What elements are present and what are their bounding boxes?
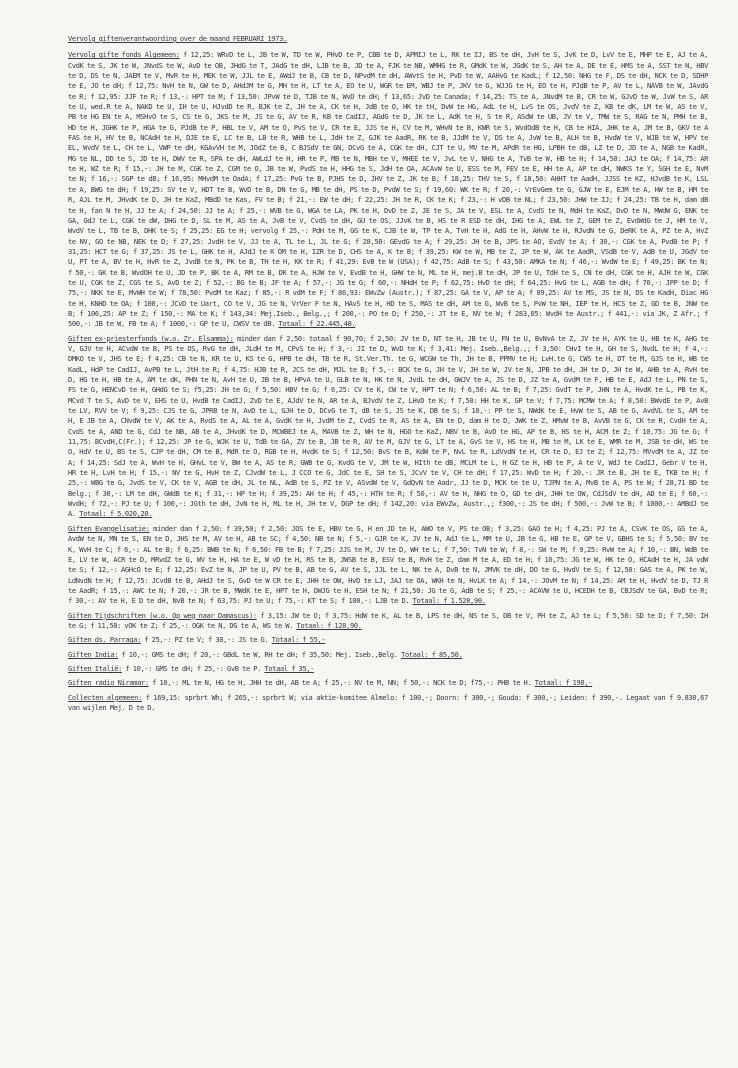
section-body: f 12,25: WRvD te L, JB te W, TD te W, PHvD te P, CBB te D, APMIJ te L, RK te IJ, BS te dH, JvH te S, JvK te D, LvV te E, MHP te E, AJ te A, CvdK te S, JK te W, JNvdS te W, AvD te OB, JHdG te T, JAdG te dH, LJB te B, JD te A, FJK te NB, WMHG te R, GMdK te W, JGdK te S, AH te A, DE te E, HMS te A, SST te N, HBV te D, DS te N, JAEM te V, MvR te H, MEK te W, JJL te E, AWdJ te B, CB te D, NPvdM te dH, AWvtS te H, PvD te W, AAHvG te KadL; f 12,50: NHG te F, DS te dH, NCK te D, SDHP te E, JO te dH; f 12,75: NvH te N, GW te D, AHdJM te G, MH te H, LT te A, EO te U, WGR te EM, WBJ te P, JKV te G, WJJG te H, EO te H, PJdB te P, AV te L, NAVB te W, JAvdG te R; f 12,95: JJF te R; f 13,-: HPT te M; f 13,50: JPvW te D, TJB te N, WvD te dH; f 13,65: JvD te Canada; f 14,25: TS te A, JNvdM te B, CR te W, GJvD te W, JvW te S, AR te U, wed.R te A, NAKD te U, IH te U, HJvdD te R, BJK te Z, JH te A, CK te H, JdB te O, HK te tH, DvW te HG, AdL te H, LvS te OS, JvdV te Z, KB te dK, LM te W, AS te V, PB te HG EN te A, MSHvO te S, CS te G, JKS te M, JS te G, AV te R, KB te CadIJ, AGdG te D, JK te L, AdK te H, S te R, ASdW te UB, JV te V, TMW te S, RAG te N, PMH te B, HD te H, JGHK te P, HGA te G, PJdB te P, HBL te V, AM te O, PvS te V, CR te E, JJS te H, CV te M, WHvN te B, KWR te S, WvdOdB te H, CB te HIA, JHK te A, JM te B, GKV te A FAS te H, HV te B, NCAdH te H, DJE te E, LC te B, LB te R, WHB te L, JdH te Z, GJK te AadR, RK te B, JJdM te V, DS te A, JvW te B, ALH te B, HvdW te V, WJB te W, HPV te EL, WvdV te L, CH te L, VWP te dH, KGAvVH te M, JOdZ te B, C BJSdV te GN, DCvG te A, CGK te dH, CJT te U, MV te M, APdR te HG, LPBH te dB, LZ te D, JD te A, NGB te KadR, MG te NL, DD te S, JD te H, DWV te R, SPA te dH, AWLdJ te H, HR te P, MB te N, MBH te V, MHEE te V, JvL te V, NHG te A, TvB te W, HB te H; f 14,50: JAJ te OA; f 14,75: AR te H, WZ te R; f 15,-: JH te M, CGK te Z, CGM te O, JB te W, PvdS te H, HHG te S, JdH te OA, ACAvW te U, ESS te M, FEV te E, HH te A, AP te dH, NWKS te Y, SGH te E, NvM te N; f 16,-: SGP te dB; f 16,95: MHvdM te OadA; f 17,25: PvG te B, PJHS te D, JHV te Z, JK te B; f 18,25: THV te S, f 18,50: AHHT te AadH, JJSS te KZ, HJvdB te K, LSL te A, BWG te dH; f 19,25: SV te V, HDT te B, WvD te B, DN te G, MB te dH, PS te D, PvdW te S; f 19,60: WK te R; f 20,-: VrEvGem te G, GJW te E, EJM te A, HW te B, HM te R, AJL te M, JHvdK te D, JH te KaZ, MBdD te Kas, FV te B; f 21,-: EW te dH; f 22,25: JH te R, CK te K; f 23,-: H vDB te NL; f 23,50: JHW te IJ; f 24,25: TB te H, dam dB te H, fan N te H, JJ te A; f 24,50: JJ te A; f 25,-: WVB te G, WGA te LA, PK te H, DvD te Z, JE te S, JA te V, ESL te A, CvdS te N, MdH te KaZ, DvD te N, MWdW G, ENK te GA, GdJ te L, CGK te dW, DHG te D, SL te M, AS te A, JvB te V, CvdS te dH, GU te OS, JJvK te B, HS te R ESD te dH, IHG te A, EWL te Z, GEM te Z, EvdWdG te J, HM te V, WvdV te L, TB te B, DHK te S; f 25,25: EG te H; vervolg f 25,-: PdH te M, GG te K, CJB te W, TP te A, TvH te H, AdG te H, AHvW te H, RJvdN te G, DeRK te A, PZ te A, HvZ te NV, GO te NB, NEK te D; f 27,25: JvdH te V, JJ te A, TL te L, JL te G; f 28,50: GEvdG te A; f 29,25: JH te B, JPS te AO, EvdV te A; f 30,-: CGK te A, PvdB te P; f 31,25: HCT te G; f 37,25: JS te L, GHK te H, AJdJ te K OM te H, IZR te D, CHS te A, K te B; f 39,25: KW te W, MB te Z, JP te W, AK te AadR, VSdB te V, AdB te U, JGdV te U, PT te A, BV te H, HvR te Z, JvdB te N, PK te B, TH te H, KK te R; f 41,29: EvB te W (USA); f 42,75: AdB te S; f 43,50: AMKA te N; f 46,-: WvdW te E; f 49,25: BK te N; f 50,-: GK te B, WvdOH te U, JD te P, BK te A, RM te B, DK te A, HJW te V, EvdB te H, GHW te N, ML te H, mej.B te dH, JP te U, TdH te S, CN te dH, CGK te H, AJH te W, CGK te U, CGK te Z, CGS te S, AvD te Z; f 52,-: BG te B; JF te A; f 57,-: JG te G; f 60,-: NHdH te P; f 62,75: HvD te dH; f 64,25: HvG te L, AGB te dH; f 70,-: JPP te D; f 75,-: NKK te E, MvWH te W; f 78,50: PvdM te Kaz; f 85,-: R vdM te F; f 86,93: EWvZw (Austr.); f 87,25: GA te V, AP te A; f 89,25: AV te MS, JS te N, DS te KadH, Diac HG te H, KNHD te OA; f 100,-: JCvD te Uart, CO te V, JG te N, VrVer F te N, HAvS te H, HD te S, MAS te dH, AM te G, WvB te S, PvW te NH, IEP te H, HCS te Z, GD te B, JNW te B; f 106,25: AP te Z; f 150,-: MA te K; f 143,34: Mej.Iseb., Belg.,; f 200,-: PO te D; f 250,-: JT te E, NV te W; f 283,05: WvdH te Austr.; f 441,-: via JK, Z Afr.; f 500,-: JB te W, FB te A; f 1000,-: GP te U, CWSV te dB. xyxy=(68,50,708,329)
page-title: Vervolg giftenverantwoording over de maand FEBRUARI 1973. xyxy=(68,34,287,43)
section-body: f 169,15: sprbrt Wh; f 265,-: sprbrt W; via aktie-komitee Almelo: f 100,-; Doorn: f 300,-; Gouda: f 300,-; Leiden: f 390,-. Legaat van f 9.830,67 van wijlen Mej. D te D. xyxy=(68,692,708,712)
section-total: Totaal f 35,- xyxy=(264,663,315,673)
section-body: minder dan f 2,50: totaal f 90,70; f 2,50: JV te D, NT te H, JB te U, FN te U, BvNvA te Z, JV te H, AYK te U, HB te K, AHG te V, GJV te H, ACvdW te B, PS te OS, RvG te dH, JLdH te M, CPvS te H; f 3,-: JI te D, WvD te K; f 3,41: Mej. Iseb.,Belg.,; f 3,50: CHvI te H, GH te S, NvdL te H; f 4,-: DMKO te V, JHS te E; f 4,25: CB te N, KR te U, KS te G, HPB te dH, TB te R, St.Ver.Th. te G, WCGW te Th, JH te B, PPMV te H; LvH.te G, CWS te H, DT te M, GJS te H, WB te KadL, HdP te CadIJ, AvPB te L, JtH te R; f 4,75: HJB te R, JCS te dH, MJL te B; f 5,-: BCK te G, JH te V, JH te W, JV te N, JPB te dH, JH te D, JH te W, AHB te A, RvH te D, HG te H, HB te A, AM te dK, PHN te N, AvH te U, JB te B, HPvA te U, GLB te N, HK te N, JvdL te dH, GWJV te A, JS te D, JZ te A, GvdM te F, HB te E, AdJ te L, PN te S, FS te G, HENCvD te H, GHdG te S; f5,25: JH te G; f 5,50: HBV te G; f 6,25: CV te K, CW te V, HPT te N; f 6,50: AL te B; f 7,25: GvdT te P, JHN te A, HvdK te L, PB te K, MCvd T te S, AvD te V, EHS te U, HvdB te CadIJ, ZvD te E, AJdV te N, AR te A, BJvdV te Z, LHvD te K; f 7,50: HH te K, GP te V; f 7,75: MCMW te A; f 8,50: BWvdE te P, AvB te LV, RVV te V; f 9,25: CJS te G, JPRB te N, AvD te L, GJH te D, DCvG te T, dB te S, JS te K, DB te S; f 10,-: PP te S, NWdK te E, HvW te S, AB te G, AvdVL te S, AM te H, E JB te A, CNvdW te V, AK te A, RvdS te A, AL te A, GvdK te H, JvdM te Z, CvdS te R, AS te A, EN te D, dam H te D, JWK te Z, HMvW te B, AvVB te G, CK te R, CvdH te A, CvdS te A, AND te G, CdJ te NB, AB te A, JHvdK te D, MCWBEJ te A, MAVB te Z, WH te N, HGO te KaZ, NBV te B, AvD te HG, AP te B, HS te H, ACM te Z; f 10,75: JG te G; f 11,75: BCvdH,C(Fr.); f 12,25: JP te G, WJK te U, TdB te GA, ZV te B, JB te R, AV te M, GJV te G, LT te A, GvS te V, HS te H, MB te M, LK te E, WMR te M, JSB te dH, WS te O, HdV te U, BS te S, CJP te dH, CM te B, MdR te O, RGB te H, HvdK te S; f 12,50: BvS te B, KdW te P, NvL te R, LdVvdN te H, CR te D, EJ te Z; f 12,75: MVvdM te A, JZ te A; f 14,25: SdJ te A, WvH te H, GHvL te V, BW te A, AS te R, GWB te G, KvdG te V, JM te W, HIth te dB, MCLM te L, H GZ te H, HB te P, A te V, WdJ te CadIJ, Gebr V te H, HR te H, LvH te H; f 15,-: NV te G, HvH te Z, CJvdW te L, J CCO te G, JdC te E, SH te S, JCvV te V, CH te dH; f 17,25: WvD te H; f 20,-: JR te B, JH te E, TKB te H; f 25,-: WBG te G, JvdS te V, CK te V, AGB te dH, JL te NL, AdB te S, PZ te V, ASvdW te V, GdQvN te Aadr, JJ te D, MCK te te U, TJPN te A, MvB te A, PS te W; f 28,71 BD te Belg.; f 30,-: LM te dH, GWdB te K; f 31,-: HP te H; f 39,25: AH te H; f 45,-: HTH te R; f 50,-: AV te H, NHG te O, GD te dH, JHH te OW, CdJSdV te dH, AD te E; f 60,-: WvdH; f 72,-: PJ te U; f 100,-: JGth te dH, JvN te H, ML te H, JH te V, DGP te dH; f 142,20: via EWvZw, Austr.,; f300,-: JS te dH; f 500,-: JvW te B; f 1000,-: AMBdJ te A. xyxy=(68,333,708,519)
section-body: f 10,-: ML te N, HG te H, JHH te dH, AB te A; f 25,-: NV te M, NN; f 50,-: NCK te D; f75,-: PHB te H. xyxy=(152,678,532,688)
section-heading: Giften ds. Parraga: xyxy=(68,635,141,645)
section-body: f 25,-: PZ te V; f 30,-: JS te G. xyxy=(144,635,269,645)
section-ex-priesterfonds xyxy=(68,334,708,520)
section-text xyxy=(68,50,708,329)
section-total: Totaal: f 55,- xyxy=(271,635,326,645)
section-total: Totaal: f 5.020,20. xyxy=(79,509,153,519)
section-collecten xyxy=(68,693,708,714)
typed-sheet xyxy=(68,34,708,717)
section-heading: Giften radio Niramar: xyxy=(68,678,149,688)
section-text xyxy=(68,678,708,688)
section-heading: Giften Evangelisatie: xyxy=(68,523,150,533)
section-body: f 3,15: JW te O; f 3,75: HdW te K, AL te B, LPS te dH, NS te S, DB te V, PH te Z, AJ te L; f 5,50: SD te D; f 7,50: IH te G; f 11,50: vOK te Z; f 25,-: OGK te N, DG te A, WS te W. xyxy=(68,610,708,630)
section-heading: Giften ex-priesterfonds (w.o. Zr. Elsamma): xyxy=(68,333,234,343)
section-text xyxy=(68,611,708,632)
section-total: Totaal: f 128,90. xyxy=(296,620,362,630)
section-heading: Giften Tijdschriften (w.o. Op weg naar Damascus): xyxy=(68,610,257,620)
section-heading: Vervolg gifte fonds Algemeen: xyxy=(68,50,180,60)
section-parraga xyxy=(68,635,708,645)
section-algemeen xyxy=(68,50,708,329)
section-body: f 10,-: GMS te dH; f 25,-: GvB te P. xyxy=(125,663,262,673)
section-total: Totaal: f 85,50. xyxy=(401,649,463,659)
section-body: minder dan f 2,50: f 39,50; f 2,50: JOS te E, HBV te G, H en JD te H, AWO te V, PS te OB; f 3,25: GAO te H; f 4,25: PJ te A, CSvK te OS, GS te A, AvdW te N, MN te S, EN te D, JHS te M, AV te H, AB te SC; f 4,50: NB te N; f 5,-: GJR te K, JV te N, AdJ te L, MM te U, JB te G, HB te E, GP te V, GBHS te S; f 5,50: BV te K, WvH te C; f 6,-: AL te B; f 6,25: BWB te N; f 6,50: FB te B; f 7,25: JJS te M, JV te D, WH te L; f 7,50: TvN te W; f 8,-: SW te M; f 9,25: RvW te A; f 10,-: BN, WdB te E, LV te W, ACR te D, MRvdZ te G, WV te H, HA te E, W vD te H, RS te B, JWSB te B, ESV te B, RvH te Z, dam M te A, ED te H; f 10,75: JG te W, HK te O, HCAdH te H, JA vdW te S; f 12,-: AGHcO te E; f 12,25: EvZ te N, JP te U, PV te B, AB te G, AV te S, JJL te L, NK te A, DvB te N, JMVK te dH, DO te G, HvdV te S; f 12,50: GAS te A, PK te W, LdNvdN te H; f 12,75: JCvdB te B, AHdJ te S, GvD te W CR te E, JHH te OW, HvD te LJ, JAJ te OA, WKH te N, HvLK te A; f 14,-: JOvM te N; f 14,25: AM te H, HvdV te D, TJ R te AadR; f 15,-: AWC te N; f 20,-: JR te B, MWdK te E, HPT te H, DWJG te H, ESH te N; f 21,50: JG te G, AdB te S; f 25,-: ACAVW te U, HCEDH te B, CBJSdV te GA, BvD te R; f 30,-: AV te H, E D te dH, NvB te N; f 63,75: PJ te U; f 75,-: KT te S; f 100,-: LJB te D. xyxy=(68,523,708,606)
section-italie xyxy=(68,664,708,674)
section-text xyxy=(68,524,708,607)
section-text xyxy=(68,334,708,520)
section-text xyxy=(68,693,708,714)
section-text xyxy=(68,635,708,645)
section-heading: Collecten algemeen: xyxy=(68,692,142,702)
section-tijdschriften xyxy=(68,611,708,632)
section-evangelisatie xyxy=(68,524,708,607)
section-total: Totaal: f 22.445,48. xyxy=(278,319,356,329)
section-radio-niramar xyxy=(68,678,708,688)
section-total: Totaal: f 190,- xyxy=(534,678,593,688)
section-text xyxy=(68,650,708,660)
section-total: Totaal: f 1.528,90. xyxy=(412,596,486,606)
section-heading: Giften Italië: xyxy=(68,663,122,673)
section-body: f 10,-: GMS te dH; f 20,-: GBdL te W, RH te dH; f 35,50: Mej. Iseb.,Belg. xyxy=(121,649,398,659)
section-india xyxy=(68,650,708,660)
section-text xyxy=(68,664,708,674)
section-heading: Giften India: xyxy=(68,649,119,659)
